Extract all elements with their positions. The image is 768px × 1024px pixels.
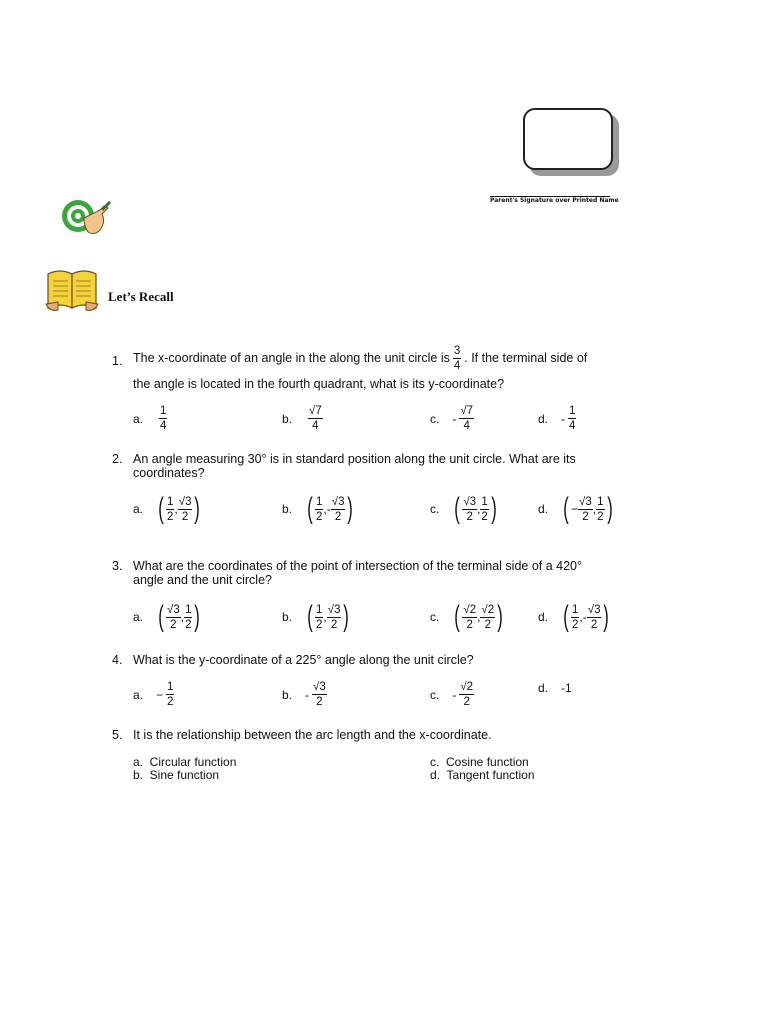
q3-choice-a[interactable]: a. ( $\frac{√3}{2}$ , $\frac{1}{2}$ ) — [133, 600, 201, 633]
q4-choice-a[interactable]: a. − $\frac{1}{2}$ — [133, 681, 174, 708]
question-text: . If the terminal side of — [464, 351, 588, 365]
q3-choice-b[interactable]: b. ( $\frac{1}{2}$ , $\frac{√3}{2}$ ) — [282, 600, 350, 633]
q1-choice-d[interactable]: d. - $\frac{1}{4}$ — [538, 405, 576, 432]
question-3-number: 3. — [112, 559, 123, 573]
q1-choice-c[interactable]: c. - $\frac{√7}{4}$ — [430, 405, 474, 432]
target-hand-icon — [58, 196, 114, 242]
q4-choice-b[interactable]: b. - $\frac{√3}{2}$ — [282, 681, 326, 708]
question-2-number: 2. — [112, 452, 123, 466]
q2-choice-d[interactable]: d. ( − $\frac{√3}{2}$ , $\frac{1}{2}$ ) — [538, 492, 613, 525]
question-3-line-2: angle and the unit circle? — [133, 573, 272, 587]
q3-choice-c[interactable]: c. ( $\frac{√2}{2}$ , $\frac{√2}{2}$ ) — [430, 600, 503, 633]
q1-choice-a[interactable]: a. $\frac{1}{4}$ — [133, 405, 167, 432]
question-number: 1. — [112, 354, 123, 368]
q4-choice-c[interactable]: c. - $\frac{√2}{2}$ — [430, 681, 474, 708]
question-1-line-1 — [133, 345, 587, 372]
q4-choice-d[interactable]: d. -1 — [538, 681, 572, 695]
fraction: $\frac{3}{4}$ — [453, 345, 461, 372]
question-4-line-1: What is the y-coordinate of a 225° angle along the unit circle? — [133, 653, 474, 667]
q2-choice-b[interactable]: b. ( $\frac{1}{2}$ , - $\frac{√3}{2}$ ) — [282, 492, 354, 525]
question-1 — [112, 353, 122, 370]
q5-choice-a[interactable]: a. Circular function — [133, 755, 237, 769]
question-2-line-2: coordinates? — [133, 466, 205, 480]
section-title: Let’s Recall — [108, 289, 174, 304]
question-5-line-1: It is the relationship between the arc length and the x-coordinate. — [133, 728, 492, 742]
q3-choice-d[interactable]: d. ( $\frac{1}{2}$ , - $\frac{√3}{2}$ ) — [538, 600, 610, 633]
question-2-line-1: An angle measuring 30° is in standard position along the unit circle. What are its — [133, 452, 576, 466]
question-5-number: 5. — [112, 728, 123, 742]
q1-choice-b[interactable]: b. $\frac{√7}{4}$ — [282, 405, 322, 432]
q2-choice-a[interactable]: a. ( $\frac{1}{2}$ , $\frac{√3}{2}$ ) — [133, 492, 201, 525]
question-text: The x-coordinate of an angle in the along the unit circle is — [133, 351, 450, 365]
signature-box — [523, 108, 613, 170]
q5-choice-c[interactable]: c. Cosine function — [430, 755, 529, 769]
signature-label: Parent's Signature over Printed Name — [490, 197, 619, 204]
q5-choice-d[interactable]: d. Tangent function — [430, 768, 535, 782]
question-1-line-2: the angle is located in the fourth quadrant, what is its y-coordinate? — [133, 377, 505, 391]
open-book-icon — [44, 264, 100, 314]
q5-choice-b[interactable]: b. Sine function — [133, 768, 220, 782]
question-4-number: 4. — [112, 653, 123, 667]
q2-choice-c[interactable]: c. ( $\frac{√3}{2}$ , $\frac{1}{2}$ ) — [430, 492, 497, 525]
question-3-line-1: What are the coordinates of the point of intersection of the terminal side of a 420° — [133, 559, 583, 573]
